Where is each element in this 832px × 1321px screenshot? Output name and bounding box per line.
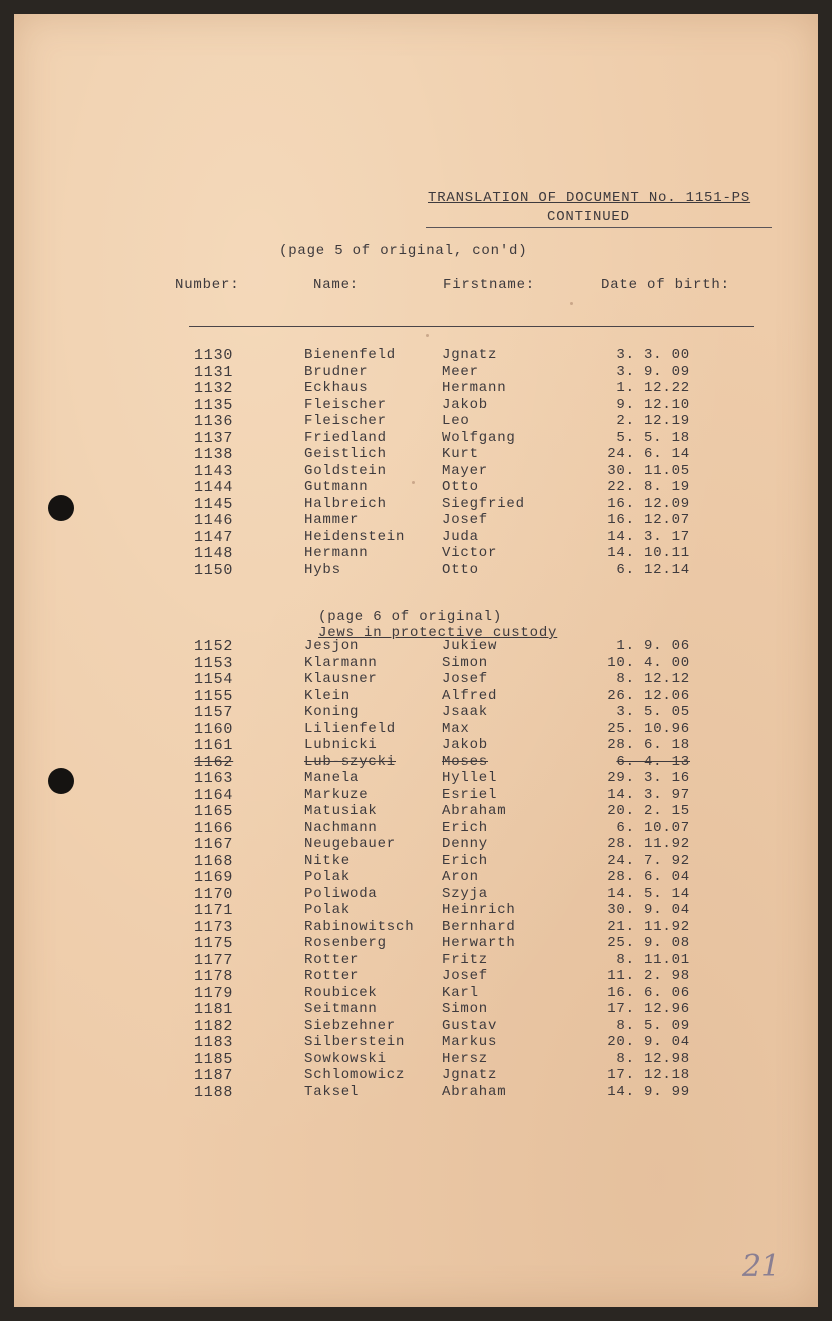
row-name: Polak (304, 902, 351, 918)
row-firstname: Gustav (442, 1017, 498, 1034)
table-row (14, 446, 818, 463)
row-number: 1136 (194, 413, 234, 430)
row-name: Klausner (304, 671, 378, 687)
table-row (14, 902, 818, 919)
column-header-name: Name: (313, 277, 360, 293)
table-row (14, 496, 818, 513)
table-row (14, 1067, 818, 1084)
row-number: 1188 (194, 1083, 234, 1101)
row-date-of-birth: 24. 6. 14 (607, 446, 690, 462)
row-name: Neugebauer (304, 836, 397, 852)
column-header-dob: Date of birth: (601, 277, 730, 293)
row-number: 1182 (194, 1017, 234, 1035)
table-row (14, 1001, 818, 1018)
row-firstname: Jakob (442, 396, 489, 413)
row-firstname: Siegfried (442, 495, 525, 512)
row-name: Seitmann (304, 1001, 378, 1017)
table-row (14, 704, 818, 721)
table-row (14, 655, 818, 672)
row-firstname: Erich (442, 852, 489, 869)
table-row (14, 952, 818, 969)
row-firstname: Jukiew (442, 638, 498, 654)
row-firstname: Victor (442, 545, 498, 561)
row-name: Poliwoda (304, 885, 378, 902)
row-date-of-birth: 24. 7. 92 (607, 852, 690, 869)
row-firstname: Otto (442, 479, 479, 495)
table-row (14, 479, 818, 496)
table-row (14, 562, 818, 579)
row-name: Manela (304, 770, 360, 786)
row-date-of-birth: 14. 10.11 (607, 545, 690, 561)
row-date-of-birth: 6. 10.07 (616, 819, 690, 836)
row-firstname: Karl (442, 984, 479, 1001)
row-name: Fleischer (304, 413, 387, 429)
row-number: 1160 (194, 720, 234, 738)
row-firstname: Hersz (442, 1050, 489, 1067)
row-number: 1170 (194, 885, 234, 903)
row-number: 1166 (194, 819, 234, 837)
paper-speck (426, 334, 429, 337)
table-row (14, 380, 818, 397)
row-firstname: Jsaak (442, 704, 489, 720)
row-firstname: Erich (442, 819, 489, 836)
row-number: 1169 (194, 869, 234, 886)
row-date-of-birth: 29. 3. 16 (607, 770, 690, 786)
row-date-of-birth: 30. 9. 04 (607, 902, 690, 918)
row-name: Heidenstein (304, 528, 406, 545)
row-firstname: Abraham (442, 803, 507, 819)
row-number: 1163 (194, 770, 234, 787)
row-number: 1187 (194, 1067, 234, 1084)
row-firstname: Fritz (442, 951, 489, 968)
row-name: Hammer (304, 512, 360, 528)
table-row (14, 512, 818, 529)
row-number: 1145 (194, 495, 234, 513)
row-date-of-birth: 17. 12.18 (607, 1067, 690, 1083)
row-date-of-birth: 26. 12.06 (607, 687, 690, 704)
row-firstname: Denny (442, 836, 489, 852)
row-number: 1161 (194, 737, 234, 754)
row-date-of-birth: 16. 12.07 (607, 512, 690, 528)
header-rule (189, 326, 754, 327)
row-firstname: Alfred (442, 687, 498, 704)
table-row (14, 968, 818, 985)
row-name: Lilienfeld (304, 720, 397, 737)
row-date-of-birth: 8. 12.12 (616, 671, 690, 687)
row-number: 1165 (194, 803, 234, 820)
row-date-of-birth: 3. 9. 09 (616, 363, 690, 380)
row-firstname: Jgnatz (442, 347, 498, 363)
section-title: Jews in protective custody (318, 625, 558, 641)
row-firstname: Kurt (442, 446, 479, 462)
row-name: Jesjon (304, 638, 360, 654)
row-name: Brudner (304, 363, 369, 380)
table-row (14, 803, 818, 820)
row-number: 1164 (194, 786, 234, 804)
row-firstname: Leo (442, 413, 470, 429)
paper-speck (412, 481, 415, 484)
row-name: Rosenberg (304, 935, 387, 951)
row-firstname: Abraham (442, 1083, 507, 1100)
row-name: Koning (304, 704, 360, 720)
row-date-of-birth: 22. 8. 19 (607, 479, 690, 495)
row-number: 1131 (194, 363, 234, 381)
row-date-of-birth: 3. 5. 05 (616, 704, 690, 720)
row-date-of-birth: 11. 2. 98 (607, 968, 690, 984)
table-row (14, 853, 818, 870)
row-number: 1130 (194, 347, 234, 364)
row-firstname: Josef (442, 671, 489, 687)
table-row (14, 413, 818, 430)
row-name: Rotter (304, 968, 360, 984)
row-firstname: Hyllel (442, 770, 498, 786)
row-firstname: Hermann (442, 380, 507, 396)
row-name: Goldstein (304, 462, 387, 479)
row-date-of-birth: 30. 11.05 (607, 462, 690, 479)
row-name: Lubnicki (304, 737, 378, 753)
row-date-of-birth: 14. 5. 14 (607, 885, 690, 902)
row-number: 1148 (194, 545, 234, 562)
row-firstname: Josef (442, 968, 489, 984)
table-row (14, 737, 818, 754)
row-date-of-birth: 14. 3. 97 (607, 786, 690, 803)
row-date-of-birth: 25. 9. 08 (607, 935, 690, 951)
row-name: Polak (304, 869, 351, 885)
row-firstname: Moses (442, 753, 489, 770)
row-name: Eckhaus (304, 380, 369, 396)
row-firstname: Szyja (442, 885, 489, 902)
title-underline (426, 227, 772, 228)
row-firstname: Aron (442, 869, 479, 885)
row-name: Nitke (304, 852, 351, 869)
row-number: 1173 (194, 918, 234, 936)
row-number: 1177 (194, 951, 234, 969)
row-firstname: Meer (442, 363, 479, 380)
row-date-of-birth: 6. 4. 13 (616, 753, 690, 770)
row-firstname: Markus (442, 1034, 498, 1050)
table-row (14, 688, 818, 705)
row-number: 1135 (194, 396, 234, 414)
table-row (14, 671, 818, 688)
row-firstname: Jakob (442, 737, 489, 753)
table-row (14, 638, 818, 655)
row-name: Roubicek (304, 984, 378, 1001)
row-number: 1168 (194, 852, 234, 870)
table-row (14, 836, 818, 853)
row-name: Fleischer (304, 396, 387, 413)
row-date-of-birth: 25. 10.96 (607, 720, 690, 737)
row-number: 1146 (194, 512, 234, 529)
table-row (14, 529, 818, 546)
table-row (14, 787, 818, 804)
row-number: 1155 (194, 687, 234, 705)
paper-speck (570, 302, 573, 305)
row-number: 1137 (194, 429, 234, 447)
row-number: 1152 (194, 638, 234, 655)
row-number: 1181 (194, 1001, 234, 1018)
row-name: Geistlich (304, 446, 387, 462)
row-name: Schlomowicz (304, 1067, 406, 1083)
table-row (14, 754, 818, 771)
table-row (14, 919, 818, 936)
row-name: Siebzehner (304, 1017, 397, 1034)
table-row (14, 1051, 818, 1068)
table-row (14, 1018, 818, 1035)
table-row (14, 430, 818, 447)
row-name: Hybs (304, 561, 341, 578)
row-number: 1157 (194, 704, 234, 721)
row-firstname: Heinrich (442, 902, 516, 918)
row-date-of-birth: 20. 9. 04 (607, 1034, 690, 1050)
row-number: 1175 (194, 935, 234, 952)
row-date-of-birth: 2. 12.19 (616, 413, 690, 429)
row-number: 1132 (194, 380, 234, 397)
table-row (14, 886, 818, 903)
row-number: 1153 (194, 654, 234, 672)
row-date-of-birth: 8. 5. 09 (616, 1017, 690, 1034)
document-page (14, 14, 818, 1307)
table-row (14, 347, 818, 364)
row-date-of-birth: 3. 3. 00 (616, 347, 690, 363)
row-number: 1162 (194, 753, 234, 771)
row-name: Matusiak (304, 803, 378, 819)
row-name: Rabinowitsch (304, 918, 415, 935)
section-page-reference: (page 6 of original) (318, 609, 503, 625)
row-date-of-birth: 1. 12.22 (616, 380, 690, 396)
row-number: 1143 (194, 462, 234, 480)
row-date-of-birth: 14. 3. 17 (607, 528, 690, 545)
row-firstname: Josef (442, 512, 489, 528)
row-firstname: Jgnatz (442, 1067, 498, 1083)
table-row (14, 1034, 818, 1051)
table-row (14, 935, 818, 952)
page-reference: (page 5 of original, con'd) (279, 243, 528, 259)
row-name: Rotter (304, 951, 360, 968)
row-date-of-birth: 5. 5. 18 (616, 429, 690, 446)
row-date-of-birth: 21. 11.92 (607, 918, 690, 935)
row-name: Lub-szycki (304, 753, 397, 770)
row-name: Klarmann (304, 654, 378, 671)
row-name: Klein (304, 687, 351, 704)
row-firstname: Herwarth (442, 935, 516, 951)
row-date-of-birth: 1. 9. 06 (616, 638, 690, 654)
document-subtitle: CONTINUED (547, 209, 630, 225)
row-number: 1183 (194, 1034, 234, 1051)
row-date-of-birth: 28. 6. 18 (607, 737, 690, 753)
row-date-of-birth: 16. 6. 06 (607, 984, 690, 1001)
row-number: 1179 (194, 984, 234, 1002)
table-row (14, 820, 818, 837)
row-firstname: Wolfgang (442, 429, 516, 446)
pencil-page-number: 21 (742, 1249, 781, 1284)
row-name: Bienenfeld (304, 347, 397, 363)
row-name: Markuze (304, 786, 369, 803)
row-firstname: Juda (442, 528, 479, 545)
row-date-of-birth: 6. 12.14 (616, 561, 690, 578)
row-date-of-birth: 17. 12.96 (607, 1001, 690, 1017)
row-date-of-birth: 20. 2. 15 (607, 803, 690, 819)
row-date-of-birth: 9. 12.10 (616, 396, 690, 413)
row-firstname: Max (442, 720, 470, 737)
row-date-of-birth: 14. 9. 99 (607, 1083, 690, 1100)
table-row (14, 397, 818, 414)
row-name: Hermann (304, 545, 369, 561)
document-title: TRANSLATION OF DOCUMENT No. 1151-PS (428, 190, 751, 206)
row-firstname: Mayer (442, 462, 489, 479)
row-name: Halbreich (304, 495, 387, 512)
row-firstname: Simon (442, 1001, 489, 1017)
row-name: Gutmann (304, 479, 369, 495)
table-row (14, 1084, 818, 1101)
row-firstname: Esriel (442, 786, 498, 803)
row-date-of-birth: 16. 12.09 (607, 495, 690, 512)
table-row (14, 985, 818, 1002)
row-name: Sowkowski (304, 1050, 387, 1067)
row-firstname: Bernhard (442, 918, 516, 935)
row-number: 1150 (194, 561, 234, 579)
row-name: Silberstein (304, 1034, 406, 1050)
row-number: 1147 (194, 528, 234, 546)
table-row (14, 364, 818, 381)
row-date-of-birth: 28. 6. 04 (607, 869, 690, 885)
row-name: Friedland (304, 429, 387, 446)
row-date-of-birth: 28. 11.92 (607, 836, 690, 852)
column-header-firstname: Firstname: (443, 277, 536, 293)
row-number: 1178 (194, 968, 234, 985)
row-name: Nachmann (304, 819, 378, 836)
row-number: 1171 (194, 902, 234, 919)
table-row (14, 463, 818, 480)
row-number: 1167 (194, 836, 234, 853)
row-number: 1138 (194, 446, 234, 463)
column-header-number: Number: (175, 277, 240, 293)
table-row (14, 770, 818, 787)
row-date-of-birth: 8. 11.01 (616, 951, 690, 968)
row-firstname: Simon (442, 654, 489, 671)
row-firstname: Otto (442, 561, 479, 578)
row-name: Taksel (304, 1083, 360, 1100)
row-date-of-birth: 10. 4. 00 (607, 654, 690, 671)
table-row (14, 869, 818, 886)
table-row (14, 721, 818, 738)
row-date-of-birth: 8. 12.98 (616, 1050, 690, 1067)
table-row (14, 545, 818, 562)
row-number: 1185 (194, 1050, 234, 1068)
row-number: 1154 (194, 671, 234, 688)
row-number: 1144 (194, 479, 234, 496)
